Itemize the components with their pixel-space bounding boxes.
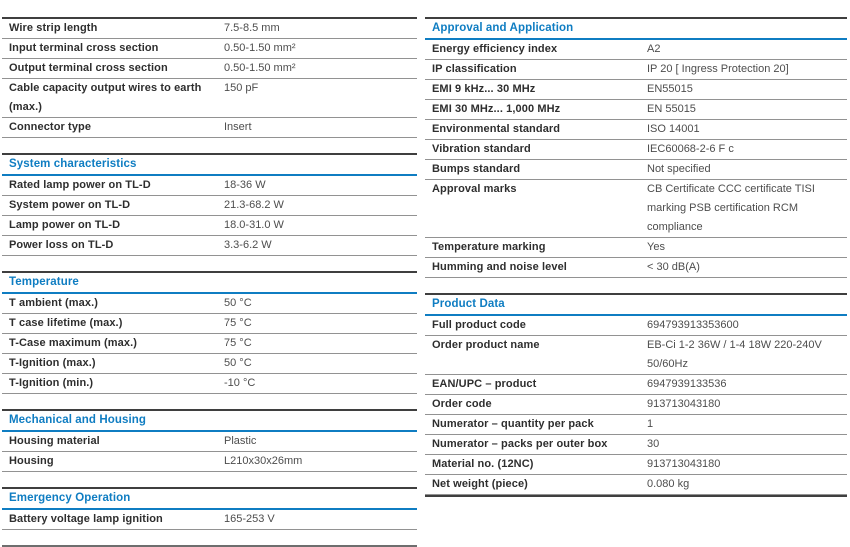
row-label: System power on TL-D <box>9 199 131 211</box>
row-value: IP 20 [ Ingress Protection 20] <box>647 63 789 75</box>
row-label: T case lifetime (max.) <box>9 317 123 329</box>
row-label: Output terminal cross section <box>9 62 168 74</box>
table-row <box>425 375 847 395</box>
section-emergency-operation <box>2 487 417 530</box>
row-label: Full product code <box>432 319 526 331</box>
section-title-approval-application: Approval and Application <box>425 19 847 40</box>
row-label: Housing <box>9 455 54 467</box>
row-value: 913713043180 <box>647 398 721 410</box>
table-row <box>425 475 847 495</box>
table-row <box>2 314 417 334</box>
table-row <box>425 40 847 60</box>
table-row <box>425 455 847 475</box>
table-row <box>2 39 417 59</box>
table-row <box>425 80 847 100</box>
table-row <box>425 435 847 455</box>
row-label: T-Ignition (max.) <box>9 357 96 369</box>
row-value: 18.0-31.0 W <box>224 219 284 231</box>
section-title-system-characteristics: System characteristics <box>2 155 417 176</box>
row-value: 1 <box>647 418 654 430</box>
row-value: 694793913353600 <box>647 319 739 331</box>
row-label: Power loss on TL-D <box>9 239 114 251</box>
row-value: Insert <box>224 121 252 133</box>
row-label: Energy efficiency index <box>432 43 558 55</box>
section-title-temperature: Temperature <box>2 273 417 294</box>
section-wiring <box>2 17 417 138</box>
table-row <box>425 258 847 278</box>
row-value: 30 <box>647 438 660 450</box>
section-title-emergency-operation: Emergency Operation <box>2 489 417 510</box>
row-label: EMI 9 kHz... 30 MHz <box>432 83 536 95</box>
section-temperature <box>2 271 417 394</box>
row-label: Bumps standard <box>432 163 521 175</box>
row-value: L210x30x26mm <box>224 455 303 467</box>
row-label: Rated lamp power on TL-D <box>9 179 151 191</box>
table-row <box>2 176 417 196</box>
row-label: Humming and noise level <box>432 261 567 273</box>
table-row <box>425 140 847 160</box>
row-label: T ambient (max.) <box>9 297 99 309</box>
table-row <box>425 336 847 375</box>
table-row <box>2 452 417 472</box>
row-value: 21.3-68.2 W <box>224 199 284 211</box>
table-row <box>425 160 847 180</box>
row-value: < 30 dB(A) <box>647 261 700 273</box>
table-row <box>425 180 847 238</box>
row-label: EAN/UPC – product <box>432 378 537 390</box>
row-label: EMI 30 MHz... 1,000 MHz <box>432 103 561 115</box>
table-row <box>2 236 417 256</box>
row-label: Input terminal cross section <box>9 42 159 54</box>
section-system-characteristics <box>2 153 417 256</box>
row-value: 913713043180 <box>647 458 721 470</box>
section-title-product-data: Product Data <box>425 295 847 316</box>
row-label: Temperature marking <box>432 241 546 253</box>
row-label: Environmental standard <box>432 123 561 135</box>
row-label: Lamp power on TL-D <box>9 219 121 231</box>
row-value: 0.080 kg <box>647 478 690 490</box>
row-value: Not specified <box>647 163 711 175</box>
row-label: Vibration standard <box>432 143 531 155</box>
row-value: 165-253 V <box>224 513 275 525</box>
table-row <box>2 294 417 314</box>
row-value: CB Certificate CCC certificate TISI marking PSB certification RCM compliance <box>647 183 815 233</box>
section-title-mechanical-housing: Mechanical and Housing <box>2 411 417 432</box>
row-value: Yes <box>647 241 665 253</box>
row-value: 3.3-6.2 W <box>224 239 272 251</box>
row-label: Material no. (12NC) <box>432 458 534 470</box>
table-row <box>425 120 847 140</box>
row-label: Numerator – packs per outer box <box>432 438 608 450</box>
row-label: Battery voltage lamp ignition <box>9 513 163 525</box>
row-label: Approval marks <box>432 183 517 195</box>
row-value: 75 °C <box>224 317 252 329</box>
row-label: Net weight (piece) <box>432 478 528 490</box>
table-row <box>425 238 847 258</box>
row-label: Housing material <box>9 435 100 447</box>
row-value: 150 pF <box>224 82 259 94</box>
table-row <box>2 79 417 118</box>
section-product-data <box>425 293 847 497</box>
table-row <box>2 196 417 216</box>
row-value: A2 <box>647 43 661 55</box>
row-value: EB-Ci 1-2 36W / 1-4 18W 220-240V 50/60Hz <box>647 339 822 370</box>
table-row <box>2 374 417 394</box>
table-row <box>2 216 417 236</box>
row-value: 0.50-1.50 mm² <box>224 42 296 54</box>
row-value: 7.5-8.5 mm <box>224 22 280 34</box>
table-row <box>2 354 417 374</box>
row-label: Cable capacity output wires to earth (max.) <box>9 82 202 113</box>
row-value: 75 °C <box>224 337 252 349</box>
row-label: Numerator – quantity per pack <box>432 418 594 430</box>
left-column <box>2 17 417 547</box>
table-row <box>2 59 417 79</box>
row-label: T-Ignition (min.) <box>9 377 94 389</box>
row-value: 6947939133536 <box>647 378 727 390</box>
row-label: Order product name <box>432 339 540 351</box>
row-value: Plastic <box>224 435 257 447</box>
row-value: EN 55015 <box>647 103 696 115</box>
table-row <box>425 60 847 80</box>
row-value: -10 °C <box>224 377 256 389</box>
table-row <box>2 118 417 138</box>
table-row <box>425 316 847 336</box>
section-approval-application <box>425 17 847 278</box>
row-value: 50 °C <box>224 297 252 309</box>
row-value: EN55015 <box>647 83 693 95</box>
table-row <box>425 100 847 120</box>
row-label: T-Case maximum (max.) <box>9 337 138 349</box>
table-row <box>2 432 417 452</box>
row-value: 18-36 W <box>224 179 266 191</box>
table-row <box>425 415 847 435</box>
table-row <box>425 395 847 415</box>
table-row <box>2 19 417 39</box>
table-row <box>2 510 417 530</box>
row-value: IEC60068-2-6 F c <box>647 143 734 155</box>
table-row <box>2 334 417 354</box>
row-label: Wire strip length <box>9 22 98 34</box>
row-value: 50 °C <box>224 357 252 369</box>
row-label: IP classification <box>432 63 517 75</box>
right-column <box>425 17 847 497</box>
row-label: Connector type <box>9 121 92 133</box>
row-value: ISO 14001 <box>647 123 700 135</box>
row-label: Order code <box>432 398 492 410</box>
section-mechanical-housing <box>2 409 417 472</box>
row-value: 0.50-1.50 mm² <box>224 62 296 74</box>
